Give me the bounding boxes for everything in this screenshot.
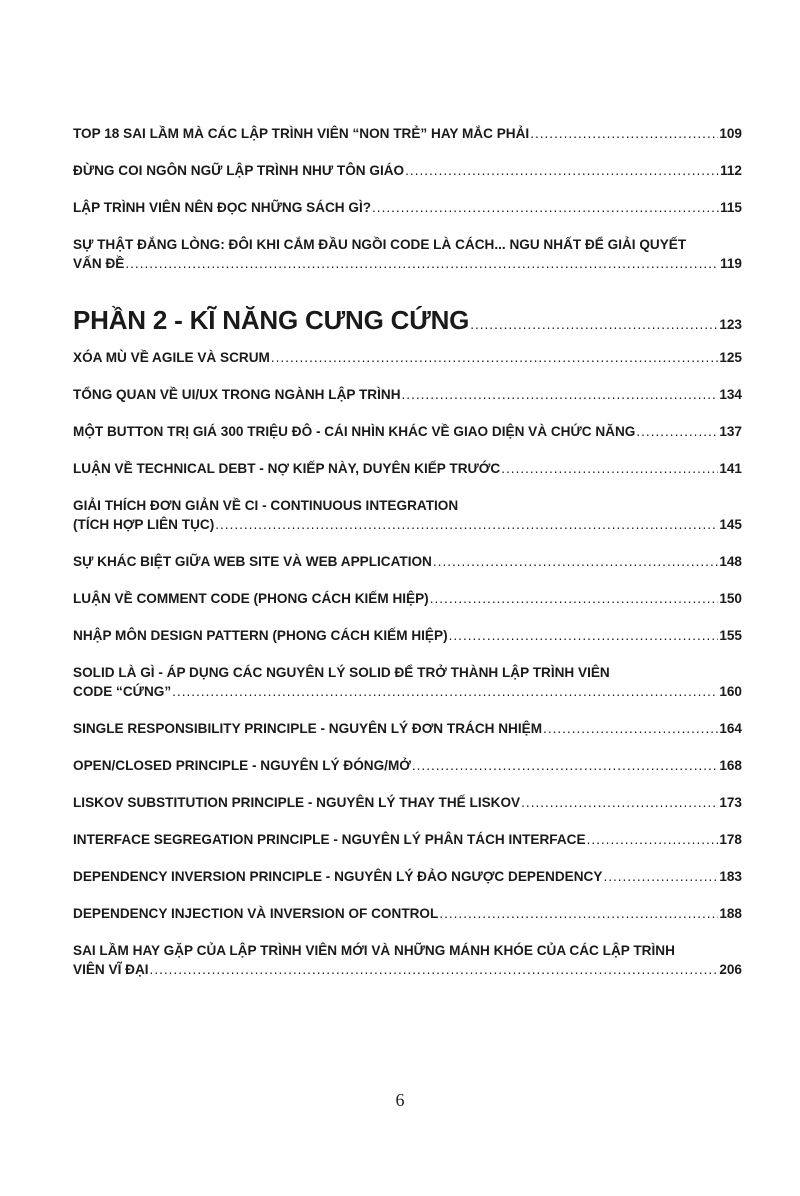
toc-entry-title-line: MỘT BUTTON TRỊ GIÁ 300 TRIỆU ĐÔ - CÁI NHÌN KHÁC VỀ GIAO DIỆN VÀ CHỨC NĂNG (73, 424, 636, 439)
toc-entry-page-number: 112 (720, 163, 742, 178)
toc-entry-title-line: (TÍCH HỢP LIÊN TỤC) (73, 517, 215, 532)
leader-dots (521, 793, 718, 812)
toc-entry-title-line: TỔNG QUAN VỀ UI/UX TRONG NGÀNH LẬP TRÌNH (73, 387, 401, 402)
toc-entry[interactable] (73, 904, 742, 923)
leader-dots (433, 552, 718, 571)
toc-entry-page-number: 145 (719, 517, 742, 532)
toc-entry[interactable] (73, 459, 742, 478)
toc-entry[interactable] (73, 496, 742, 534)
leader-dots (587, 830, 719, 849)
leader-dots (530, 124, 718, 143)
toc-entry-title-line: GIẢI THÍCH ĐƠN GIẢN VỀ CI - CONTINUOUS INTEGRATION (73, 498, 459, 513)
leader-dots (402, 385, 719, 404)
toc-entry-page-number: 183 (719, 869, 742, 884)
toc-entry-page-number: 188 (719, 906, 742, 921)
toc-entry-title-line: NHẬP MÔN DESIGN PATTERN (PHONG CÁCH KIẾM HIỆP) (73, 628, 448, 643)
toc-entry-title-line: DEPENDENCY INJECTION VÀ INVERSION OF CONTROL (73, 906, 439, 921)
toc-entry[interactable] (73, 830, 742, 849)
leader-dots (125, 254, 719, 273)
toc-entry[interactable] (73, 589, 742, 608)
leader-dots (412, 756, 718, 775)
toc-entry-page-number: 115 (720, 200, 742, 215)
leader-dots (271, 348, 718, 367)
toc-part2-entries (73, 348, 742, 979)
toc-entry-title-line: SỰ KHÁC BIỆT GIỮA WEB SITE VÀ WEB APPLICATION (73, 554, 432, 569)
leader-dots (215, 515, 718, 534)
toc-entry-page-number: 150 (719, 591, 742, 606)
toc-entry-title-line: LUẬN VỀ COMMENT CODE (PHONG CÁCH KIẾM HIỆP) (73, 591, 429, 606)
leader-dots (470, 315, 718, 334)
toc-entry-title-line: TOP 18 SAI LẦM MÀ CÁC LẬP TRÌNH VIÊN “NON TRẺ” HAY MẮC PHẢI (73, 126, 530, 141)
leader-dots (405, 161, 719, 180)
table-of-contents (73, 124, 742, 997)
toc-entry-title-line: VẤN ĐỀ (73, 256, 125, 271)
toc-entry-page-number: 109 (719, 126, 742, 141)
toc-entry-title-line: LUẬN VỀ TECHNICAL DEBT - NỢ KIẾP NÀY, DUYÊN KIẾP TRƯỚC (73, 461, 501, 476)
leader-dots (543, 719, 718, 738)
section-title: PHẦN 2 - KĨ NĂNG CƯNG CỨNG (73, 305, 470, 335)
toc-entry[interactable] (73, 161, 742, 180)
leader-dots (449, 626, 719, 645)
toc-entry-title-line: VIÊN VĨ ĐẠI (73, 962, 149, 977)
toc-entry-page-number: 137 (719, 424, 742, 439)
toc-entry-page-number: 206 (719, 962, 742, 977)
toc-entry[interactable] (73, 663, 742, 701)
toc-entry[interactable] (73, 422, 742, 441)
toc-entry[interactable] (73, 719, 742, 738)
toc-entry-title-line: SỰ THẬT ĐẮNG LÒNG: ĐÔI KHI CẮM ĐẦU NGỒI CODE LÀ CÁCH... NGU NHẤT ĐỂ GIẢI QUYẾT (73, 237, 687, 252)
toc-entry-page-number: 168 (719, 758, 742, 773)
toc-entry-page-number: 119 (720, 256, 742, 271)
toc-section-heading[interactable] (73, 305, 742, 335)
toc-part1-entries (73, 124, 742, 273)
toc-entry[interactable] (73, 385, 742, 404)
toc-entry-title-line: LISKOV SUBSTITUTION PRINCIPLE - NGUYÊN LÝ THAY THẾ LISKOV (73, 795, 521, 810)
toc-entry-page-number: 155 (719, 628, 742, 643)
toc-entry-title-line: SAI LẦM HAY GẶP CỦA LẬP TRÌNH VIÊN MỚI VÀ NHỮNG MÁNH KHÓE CỦA CÁC LẬP TRÌNH (73, 943, 675, 958)
toc-entry[interactable] (73, 124, 742, 143)
toc-entry[interactable] (73, 867, 742, 886)
leader-dots (501, 459, 718, 478)
leader-dots (372, 198, 719, 217)
toc-entry-page-number: 173 (719, 795, 742, 810)
toc-entry[interactable] (73, 793, 742, 812)
toc-entry[interactable] (73, 756, 742, 775)
toc-entry[interactable] (73, 198, 742, 217)
toc-entry[interactable] (73, 235, 742, 273)
toc-entry-title-line: DEPENDENCY INVERSION PRINCIPLE - NGUYÊN LÝ ĐẢO NGƯỢC DEPENDENCY (73, 869, 603, 884)
page-number: 6 (395, 1090, 405, 1110)
toc-entry-page-number: 148 (719, 554, 742, 569)
section-page-number: 123 (719, 317, 742, 332)
toc-entry[interactable] (73, 626, 742, 645)
toc-entry-title-line: XÓA MÙ VỀ AGILE VÀ SCRUM (73, 350, 270, 365)
toc-entry-title-line: OPEN/CLOSED PRINCIPLE - NGUYÊN LÝ ĐÓNG/MỞ (73, 758, 411, 773)
toc-entry-page-number: 160 (719, 684, 742, 699)
toc-entry-title-line: SOLID LÀ GÌ - ÁP DỤNG CÁC NGUYÊN LÝ SOLID ĐỂ TRỞ THÀNH LẬP TRÌNH VIÊN (73, 665, 610, 680)
toc-entry-page-number: 178 (719, 832, 742, 847)
toc-entry-title-line: ĐỪNG COI NGÔN NGỮ LẬP TRÌNH NHƯ TÔN GIÁO (73, 163, 405, 178)
toc-entry-page-number: 125 (719, 350, 742, 365)
leader-dots (439, 904, 718, 923)
leader-dots (430, 589, 719, 608)
toc-entry-page-number: 134 (719, 387, 742, 402)
toc-entry-page-number: 164 (719, 721, 742, 736)
toc-entry-page-number: 141 (719, 461, 742, 476)
toc-entry-title-line: INTERFACE SEGREGATION PRINCIPLE - NGUYÊN LÝ PHÂN TÁCH INTERFACE (73, 832, 586, 847)
toc-entry[interactable] (73, 941, 742, 979)
leader-dots (172, 682, 718, 701)
toc-entry-title-line: CODE “CỨNG” (73, 684, 172, 699)
toc-entry-title-line: SINGLE RESPONSIBILITY PRINCIPLE - NGUYÊN LÝ ĐƠN TRÁCH NHIỆM (73, 721, 543, 736)
leader-dots (150, 960, 719, 979)
leader-dots (603, 867, 718, 886)
leader-dots (636, 422, 718, 441)
toc-entry[interactable] (73, 348, 742, 367)
toc-entry[interactable] (73, 552, 742, 571)
toc-entry-title-line: LẬP TRÌNH VIÊN NÊN ĐỌC NHỮNG SÁCH GÌ? (73, 200, 372, 215)
